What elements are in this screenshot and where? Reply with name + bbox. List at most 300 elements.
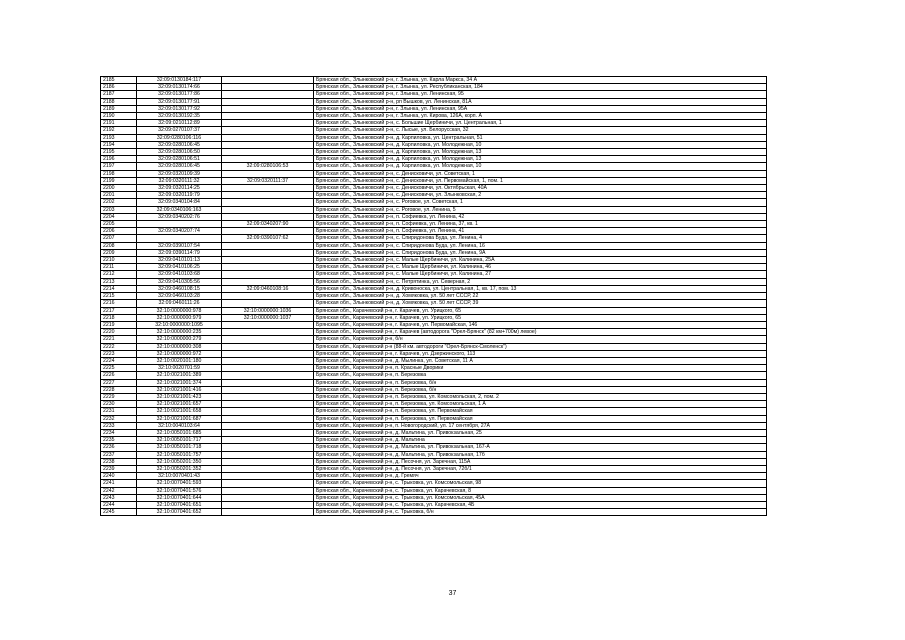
row-number-cell: 2218 xyxy=(101,314,137,321)
cadastral-number-cell: 32:10:0000000:235 xyxy=(137,329,222,336)
cadastral-number-cell: 32:10:0070401:651 xyxy=(137,501,222,508)
linked-cadastral-cell xyxy=(222,257,314,264)
table-row xyxy=(101,357,767,364)
row-number-cell: 2244 xyxy=(101,501,137,508)
table-row xyxy=(101,437,767,444)
row-number-cell: 2200 xyxy=(101,185,137,192)
table-row xyxy=(101,408,767,415)
address-cell: Брянская обл., Карачевский р-н, д. Мальтина xyxy=(314,437,767,444)
row-number-cell: 2235 xyxy=(101,437,137,444)
address-cell: Брянская обл., Злынковский р-н, п. Софиевка, ул. Ленина, 42 xyxy=(314,213,767,220)
address-cell: Брянская обл., Злынковский р-н, с. Спиридонова Буда, ул. Ленина, 9А xyxy=(314,249,767,256)
cadastral-number-cell: 32:10:0040103:64 xyxy=(137,422,222,429)
table-row xyxy=(101,192,767,199)
linked-cadastral-cell xyxy=(222,429,314,436)
table-row xyxy=(101,465,767,472)
row-number-cell: 2232 xyxy=(101,415,137,422)
cadastral-number-cell: 32:10:0070401:644 xyxy=(137,494,222,501)
address-cell: Брянская обл., Злынковский р-н, с. Денисковичи, ул. Октябрьская, 40А xyxy=(314,185,767,192)
address-cell: Брянская обл., Карачевский р-н, д. Мальтина, ул. Привокзальная, 167-А xyxy=(314,444,767,451)
linked-cadastral-cell xyxy=(222,105,314,112)
table-row xyxy=(101,177,767,184)
linked-cadastral-cell xyxy=(222,365,314,372)
cadastral-number-cell: 32:09:0460103:28 xyxy=(137,293,222,300)
address-cell: Брянская обл., Карачевский р-н, д. Мылинка, ул. Советская, 11 А xyxy=(314,357,767,364)
cadastral-number-cell: 32:09:0280106:51 xyxy=(137,156,222,163)
table-row xyxy=(101,336,767,343)
row-number-cell: 2222 xyxy=(101,343,137,350)
address-cell: Брянская обл., Карачевский р-н, д. Мальтина, ул. Привокзальная, 25 xyxy=(314,429,767,436)
cadastral-number-cell: 32:10:0000000:972 xyxy=(137,350,222,357)
row-number-cell: 2213 xyxy=(101,278,137,285)
cadastral-number-cell: 32:10:0021001:657 xyxy=(137,401,222,408)
cadastral-number-cell: 32:09:0340202:76 xyxy=(137,213,222,220)
table-row xyxy=(101,264,767,271)
table-row xyxy=(101,415,767,422)
address-cell: Брянская обл., Злынковский р-н, с. Лысые, ул. Белорусская, 32 xyxy=(314,127,767,134)
linked-cadastral-cell xyxy=(222,444,314,451)
linked-cadastral-cell xyxy=(222,98,314,105)
linked-cadastral-cell xyxy=(222,300,314,307)
linked-cadastral-cell xyxy=(222,113,314,120)
address-cell: Брянская обл., Карачевский р-н, п. Красные Дворики xyxy=(314,365,767,372)
address-cell: Брянская обл., Злынковский р-н, с. Денисковичи, ул. Советская, 1 xyxy=(314,170,767,177)
linked-cadastral-cell xyxy=(222,249,314,256)
table-row xyxy=(101,451,767,458)
cadastral-number-cell: 32:09:0390107:54 xyxy=(137,242,222,249)
row-number-cell: 2243 xyxy=(101,494,137,501)
row-number-cell: 2195 xyxy=(101,149,137,156)
row-number-cell: 2224 xyxy=(101,357,137,364)
linked-cadastral-cell xyxy=(222,293,314,300)
linked-cadastral-cell: 32:09:0280106:53 xyxy=(222,163,314,170)
row-number-cell: 2219 xyxy=(101,321,137,328)
linked-cadastral-cell xyxy=(222,170,314,177)
linked-cadastral-cell xyxy=(222,199,314,206)
address-cell: Брянская обл., Карачевский р-н, п. Березовка, б/н xyxy=(314,379,767,386)
linked-cadastral-cell xyxy=(222,487,314,494)
row-number-cell: 2217 xyxy=(101,307,137,314)
address-cell: Брянская обл., Злынковский р-н, с. Петрятинка, ул. Северная, 2 xyxy=(314,278,767,285)
address-cell: Брянская обл., Карачевский р-н, п. Новогородский, ул. 17 сентября, 27А xyxy=(314,422,767,429)
row-number-cell: 2199 xyxy=(101,177,137,184)
row-number-cell: 2194 xyxy=(101,141,137,148)
address-cell: Брянская обл., Карачевский р-н, п. Березовка, ул. Комсомольская, 1 А xyxy=(314,401,767,408)
address-cell: Брянская обл., Карачевский р-н, г. Карачев (автодорога "Орел-Брянск" (82 км+700м) левое) xyxy=(314,329,767,336)
cadastral-number-cell: 32:10:0021001:423 xyxy=(137,393,222,400)
row-number-cell: 2190 xyxy=(101,113,137,120)
linked-cadastral-cell xyxy=(222,372,314,379)
linked-cadastral-cell xyxy=(222,379,314,386)
cadastral-number-cell: 32:10:0070401:43 xyxy=(137,473,222,480)
table-row xyxy=(101,213,767,220)
row-number-cell: 2197 xyxy=(101,163,137,170)
linked-cadastral-cell xyxy=(222,501,314,508)
table-row xyxy=(101,501,767,508)
linked-cadastral-cell: 32:09:0320111:37 xyxy=(222,177,314,184)
row-number-cell: 2196 xyxy=(101,156,137,163)
cadastral-number-cell: 32:09:0320114:25 xyxy=(137,185,222,192)
table-row xyxy=(101,458,767,465)
cadastral-number-cell: 32:09:0320111:32 xyxy=(137,177,222,184)
table-row xyxy=(101,444,767,451)
linked-cadastral-cell xyxy=(222,451,314,458)
table-row xyxy=(101,278,767,285)
row-number-cell: 2231 xyxy=(101,408,137,415)
linked-cadastral-cell xyxy=(222,192,314,199)
address-cell: Брянская обл., Карачевский р-н, с. Трыковка, б/н xyxy=(314,509,767,516)
row-number-cell: 2226 xyxy=(101,372,137,379)
linked-cadastral-cell xyxy=(222,422,314,429)
table-row xyxy=(101,300,767,307)
cadastral-number-cell: 32:09:0280106:116 xyxy=(137,134,222,141)
cadastral-number-cell: 32:10:0000000:1095 xyxy=(137,321,222,328)
linked-cadastral-cell xyxy=(222,84,314,91)
address-cell: Брянская обл., Злынковский р-н, с. Денисковичи, ул. Злынковская, 2 xyxy=(314,192,767,199)
linked-cadastral-cell xyxy=(222,401,314,408)
linked-cadastral-cell xyxy=(222,415,314,422)
row-number-cell: 2230 xyxy=(101,401,137,408)
address-cell: Брянская обл., Злынковский р-н, п. Софиевка, ул. Ленина, 37, кв. 1 xyxy=(314,221,767,228)
table-row xyxy=(101,84,767,91)
cadastral-number-cell: 32:10:0000000:978 xyxy=(137,307,222,314)
address-cell: Брянская обл., Злынковский р-н, п. Софиевка, ул. Ленина, 41 xyxy=(314,228,767,235)
address-cell: Брянская обл., Карачевский р-н, п. Березовка, ул. Первомайская xyxy=(314,415,767,422)
linked-cadastral-cell xyxy=(222,336,314,343)
row-number-cell: 2186 xyxy=(101,84,137,91)
cadastral-number-cell: 32:10:0020701:59 xyxy=(137,365,222,372)
row-number-cell: 2187 xyxy=(101,91,137,98)
table-row xyxy=(101,494,767,501)
linked-cadastral-cell xyxy=(222,141,314,148)
table-row xyxy=(101,372,767,379)
table-row xyxy=(101,113,767,120)
table-row xyxy=(101,185,767,192)
cadastral-number-cell: 32:09:0320109:39 xyxy=(137,170,222,177)
address-cell: Брянская обл., Злынковский р-н, г. Злынка, ул. Ленинская, 95А xyxy=(314,105,767,112)
row-number-cell: 2209 xyxy=(101,249,137,256)
row-number-cell: 2215 xyxy=(101,293,137,300)
row-number-cell: 2198 xyxy=(101,170,137,177)
cadastral-number-cell: 32:10:0021001:687 xyxy=(137,415,222,422)
linked-cadastral-cell xyxy=(222,458,314,465)
cadastral-number-cell: 32:09:0130192:35 xyxy=(137,113,222,120)
row-number-cell: 2227 xyxy=(101,379,137,386)
row-number-cell: 2191 xyxy=(101,120,137,127)
row-number-cell: 2234 xyxy=(101,429,137,436)
linked-cadastral-cell xyxy=(222,357,314,364)
address-cell: Брянская обл., Карачевский р-н, д. Песочня, ул. Заречная, 72б/1 xyxy=(314,465,767,472)
cadastral-number-cell: 32:09:0130177:91 xyxy=(137,98,222,105)
row-number-cell: 2239 xyxy=(101,465,137,472)
cadastral-number-cell xyxy=(137,235,222,242)
cadastral-number-cell: 32:09:0340207:74 xyxy=(137,228,222,235)
cadastral-number-cell: 32:09:0280106:50 xyxy=(137,149,222,156)
address-cell: Брянская обл., Злынковский р-н, г. Злынка, ул. Кирова, 126А, корп. А xyxy=(314,113,767,120)
table-row xyxy=(101,429,767,436)
address-cell: Брянская обл., Карачевский р-н, п. Березовка, ул. Первомайская xyxy=(314,408,767,415)
table-row xyxy=(101,242,767,249)
cadastral-number-cell: 32:09:0280106:45 xyxy=(137,163,222,170)
table-row xyxy=(101,120,767,127)
address-cell: Брянская обл., Злынковский р-н, д. Хомяковка, ул. 50 лет СССР, 22 xyxy=(314,293,767,300)
cadastral-number-cell: 32:10:0021001:374 xyxy=(137,379,222,386)
cadastral-number-cell: 32:10:0020101:180 xyxy=(137,357,222,364)
table-row xyxy=(101,257,767,264)
cadastral-number-cell: 32:09:0280106:45 xyxy=(137,141,222,148)
table-row xyxy=(101,127,767,134)
table-row xyxy=(101,329,767,336)
table-row xyxy=(101,141,767,148)
row-number-cell: 2211 xyxy=(101,264,137,271)
address-cell: Брянская обл., Карачевский р-н, с. Трыковка, ул. Комсомольская, 45А xyxy=(314,494,767,501)
row-number-cell: 2237 xyxy=(101,451,137,458)
row-number-cell: 2221 xyxy=(101,336,137,343)
table-row xyxy=(101,134,767,141)
row-number-cell: 2212 xyxy=(101,271,137,278)
address-cell: Брянская обл., Карачевский р-н, г. Карачев, ул. Урицкого, 65 xyxy=(314,314,767,321)
linked-cadastral-cell xyxy=(222,242,314,249)
row-number-cell: 2236 xyxy=(101,444,137,451)
linked-cadastral-cell xyxy=(222,149,314,156)
row-number-cell: 2201 xyxy=(101,192,137,199)
table-row xyxy=(101,206,767,213)
cadastral-number-cell: 32:10:0000000:979 xyxy=(137,314,222,321)
address-cell: Брянская обл., Злынковский р-н, с. Малые Щербиничи, ул. Калинина, 46 xyxy=(314,264,767,271)
linked-cadastral-cell xyxy=(222,228,314,235)
row-number-cell: 2210 xyxy=(101,257,137,264)
table-row xyxy=(101,386,767,393)
linked-cadastral-cell xyxy=(222,509,314,516)
table-row xyxy=(101,321,767,328)
address-cell: Брянская обл., Злынковский р-н, д. Кривоноска, ул. Центральная, 1, кв. 17, пом. 13 xyxy=(314,285,767,292)
linked-cadastral-cell xyxy=(222,350,314,357)
cadastral-number-cell: 32:10:0070401:652 xyxy=(137,509,222,516)
registry-table-body xyxy=(101,77,767,516)
table-row xyxy=(101,156,767,163)
row-number-cell: 2205 xyxy=(101,221,137,228)
cadastral-number-cell: 32:09:0130174:66 xyxy=(137,84,222,91)
cadastral-number-cell: 32:10:0000000:279 xyxy=(137,336,222,343)
address-cell: Брянская обл., Карачевский р-н, б/н xyxy=(314,336,767,343)
address-cell: Брянская обл., Злынковский р-н, с. Малые Щербиничи, ул. Калинина, 25А xyxy=(314,257,767,264)
address-cell: Брянская обл., Злынковский р-н, г. Злынка, ул. Ленинская, 95 xyxy=(314,91,767,98)
address-cell: Брянская обл., Карачевский р-н, г. Карачев, ул. Первомайская, 146 xyxy=(314,321,767,328)
table-row xyxy=(101,221,767,228)
table-row xyxy=(101,509,767,516)
cadastral-number-cell: 32:09:0270107:37 xyxy=(137,127,222,134)
address-cell: Брянская обл., Карачевский р-н, д. Песочня, ул. Заречная, 115А xyxy=(314,458,767,465)
table-row xyxy=(101,77,767,84)
row-number-cell: 2245 xyxy=(101,509,137,516)
address-cell: Брянская обл., Злынковский р-н, д. Карпиловка, ул. Молодежная, 10 xyxy=(314,163,767,170)
table-row xyxy=(101,365,767,372)
address-cell: Брянская обл., Карачевский р-н, д. Гремяч xyxy=(314,473,767,480)
linked-cadastral-cell xyxy=(222,120,314,127)
row-number-cell: 2238 xyxy=(101,458,137,465)
row-number-cell: 2192 xyxy=(101,127,137,134)
address-cell: Брянская обл., Карачевский р-н, п. Березовка, б/н xyxy=(314,386,767,393)
table-row xyxy=(101,379,767,386)
table-row xyxy=(101,249,767,256)
cadastral-number-cell: 32:10:0000000:308 xyxy=(137,343,222,350)
cadastral-number-cell: 32:10:0050101:718 xyxy=(137,444,222,451)
row-number-cell: 2208 xyxy=(101,242,137,249)
address-cell: Брянская обл., Злынковский р-н, с. Спиридонова Буда, ул. Ленина, 4 xyxy=(314,235,767,242)
linked-cadastral-cell xyxy=(222,77,314,84)
table-row xyxy=(101,401,767,408)
linked-cadastral-cell: 32:09:0460108:16 xyxy=(222,285,314,292)
address-cell: Брянская обл., Злынковский р-н, г. Злынка, ул. Республиканская, 184 xyxy=(314,84,767,91)
linked-cadastral-cell xyxy=(222,185,314,192)
row-number-cell: 2223 xyxy=(101,350,137,357)
row-number-cell: 2202 xyxy=(101,199,137,206)
row-number-cell: 2206 xyxy=(101,228,137,235)
page-number: 37 xyxy=(448,590,457,597)
cadastral-number-cell: 32:10:0050201:350 xyxy=(137,458,222,465)
linked-cadastral-cell xyxy=(222,127,314,134)
table-row xyxy=(101,393,767,400)
linked-cadastral-cell xyxy=(222,329,314,336)
table-row xyxy=(101,350,767,357)
address-cell: Брянская обл., Карачевский р-н (88-й км. автодороги "Орел-Брянск-Смоленск") xyxy=(314,343,767,350)
table-row xyxy=(101,480,767,487)
address-cell: Брянская обл., Злынковский р-н, с. Большие Щербиничи, ул. Центральная, 1 xyxy=(314,120,767,127)
linked-cadastral-cell xyxy=(222,343,314,350)
linked-cadastral-cell xyxy=(222,408,314,415)
address-cell: Брянская обл., Злынковский р-н, д. Хомяковка, ул. 50 лет СССР, 39 xyxy=(314,300,767,307)
address-cell: Брянская обл., Карачевский р-н, п. Березовка, ул. Комсомольская, 2, пом. 2 xyxy=(314,393,767,400)
row-number-cell: 2203 xyxy=(101,206,137,213)
cadastral-number-cell: 32:09:0340104:84 xyxy=(137,199,222,206)
address-cell: Брянская обл., Злынковский р-н, с. Денисковичи, ул. Первомайская, 1, пом. 1 xyxy=(314,177,767,184)
row-number-cell: 2207 xyxy=(101,235,137,242)
linked-cadastral-cell xyxy=(222,480,314,487)
row-number-cell: 2185 xyxy=(101,77,137,84)
cadastral-number-cell: 32:09:0320119:79 xyxy=(137,192,222,199)
cadastral-number-cell: 32:09:0130177:86 xyxy=(137,91,222,98)
cadastral-number-cell: 32:09:0410103:68 xyxy=(137,271,222,278)
address-cell: Брянская обл., Злынковский р-н, с. Спиридонова Буда, ул. Ленина, 16 xyxy=(314,242,767,249)
row-number-cell: 2228 xyxy=(101,386,137,393)
row-number-cell: 2241 xyxy=(101,480,137,487)
linked-cadastral-cell xyxy=(222,386,314,393)
row-number-cell: 2189 xyxy=(101,105,137,112)
registry-table xyxy=(100,76,767,516)
cadastral-number-cell: 32:10:0021001:658 xyxy=(137,408,222,415)
cadastral-number-cell: 32:09:0210112:89 xyxy=(137,120,222,127)
linked-cadastral-cell xyxy=(222,494,314,501)
table-row xyxy=(101,105,767,112)
linked-cadastral-cell xyxy=(222,437,314,444)
linked-cadastral-cell xyxy=(222,206,314,213)
address-cell: Брянская обл., Злынковский р-н, рп Вышков, ул. Ленинская, 81А xyxy=(314,98,767,105)
cadastral-number-cell: 32:09:0130177:92 xyxy=(137,105,222,112)
linked-cadastral-cell xyxy=(222,91,314,98)
row-number-cell: 2240 xyxy=(101,473,137,480)
cadastral-number-cell: 32:09:0410101:13 xyxy=(137,257,222,264)
table-row xyxy=(101,163,767,170)
cadastral-number-cell: 32:10:0021001:416 xyxy=(137,386,222,393)
cadastral-number-cell: 32:10:0050201:352 xyxy=(137,465,222,472)
linked-cadastral-cell xyxy=(222,278,314,285)
address-cell: Брянская обл., Карачевский р-н, с. Трыковка, ул. Карачевская, 4Б xyxy=(314,501,767,508)
address-cell: Брянская обл., Злынковский р-н, с. Малые Щербиничи, ул. Калинина, 27 xyxy=(314,271,767,278)
address-cell: Брянская обл., Злынковский р-н, д. Карпиловка, ул. Центральная, 51 xyxy=(314,134,767,141)
address-cell: Брянская обл., Карачевский р-н, п. Березовка xyxy=(314,372,767,379)
row-number-cell: 2229 xyxy=(101,393,137,400)
linked-cadastral-cell xyxy=(222,465,314,472)
address-cell: Брянская обл., Злынковский р-н, с. Роговое, ул. Советская, 1 xyxy=(314,199,767,206)
cadastral-number-cell: 32:09:0130184:117 xyxy=(137,77,222,84)
table-row xyxy=(101,228,767,235)
table-row xyxy=(101,235,767,242)
row-number-cell: 2188 xyxy=(101,98,137,105)
cadastral-number-cell: 32:09:0460108:15 xyxy=(137,285,222,292)
cadastral-number-cell: 32:09:0460111:26 xyxy=(137,300,222,307)
address-cell: Брянская обл., Злынковский р-н, с. Роговое, ул. Ленина, 5 xyxy=(314,206,767,213)
address-cell: Брянская обл., Карачевский р-н, г. Карачев, ул. Урицкого, 65 xyxy=(314,307,767,314)
cadastral-number-cell: 32:10:0050101:717 xyxy=(137,437,222,444)
table-row xyxy=(101,149,767,156)
address-cell: Брянская обл., Злынковский р-н, д. Карпиловка, ул. Молодежная, 10 xyxy=(314,141,767,148)
linked-cadastral-cell xyxy=(222,321,314,328)
address-cell: Брянская обл., Карачевский р-н, с. Трыковка, ул. Комсомольская, 98 xyxy=(314,480,767,487)
row-number-cell: 2220 xyxy=(101,329,137,336)
cadastral-number-cell: 32:10:0070401:593 xyxy=(137,480,222,487)
row-number-cell: 2242 xyxy=(101,487,137,494)
linked-cadastral-cell: 32:09:0340207:90 xyxy=(222,221,314,228)
table-row xyxy=(101,473,767,480)
row-number-cell: 2225 xyxy=(101,365,137,372)
address-cell: Брянская обл., Карачевский р-н, с. Трыковка, ул. Карачевская, 8 xyxy=(314,487,767,494)
table-row xyxy=(101,91,767,98)
cadastral-number-cell: 32:10:0021001:389 xyxy=(137,372,222,379)
cadastral-number-cell: 32:10:0050101:757 xyxy=(137,451,222,458)
cadastral-number-cell: 32:09:0340106:163 xyxy=(137,206,222,213)
address-cell: Брянская обл., Злынковский р-н, д. Карпиловка, ул. Молодежная, 13 xyxy=(314,156,767,163)
linked-cadastral-cell: 32:10:0000000:1037 xyxy=(222,314,314,321)
linked-cadastral-cell xyxy=(222,271,314,278)
table-row xyxy=(101,271,767,278)
table-row xyxy=(101,487,767,494)
row-number-cell: 2233 xyxy=(101,422,137,429)
table-row xyxy=(101,293,767,300)
table-row xyxy=(101,285,767,292)
linked-cadastral-cell xyxy=(222,156,314,163)
linked-cadastral-cell: 32:09:0390107:62 xyxy=(222,235,314,242)
table-row xyxy=(101,307,767,314)
table-row xyxy=(101,98,767,105)
linked-cadastral-cell xyxy=(222,393,314,400)
linked-cadastral-cell xyxy=(222,264,314,271)
address-cell: Брянская обл., Злынковский р-н, г. Злынка, ул. Карла Маркса, 34 А xyxy=(314,77,767,84)
table-row xyxy=(101,314,767,321)
row-number-cell: 2214 xyxy=(101,285,137,292)
cadastral-number-cell: 32:09:0410106:25 xyxy=(137,264,222,271)
table-row xyxy=(101,343,767,350)
address-cell: Брянская обл., Злынковский р-н, д. Карпиловка, ул. Молодежная, 13 xyxy=(314,149,767,156)
linked-cadastral-cell: 32:10:0000000:1036 xyxy=(222,307,314,314)
cadastral-number-cell: 32:09:0410305:56 xyxy=(137,278,222,285)
linked-cadastral-cell xyxy=(222,134,314,141)
table-row xyxy=(101,199,767,206)
table-row xyxy=(101,170,767,177)
cadastral-number-cell: 32:10:0050101:685 xyxy=(137,429,222,436)
address-cell: Брянская обл., Карачевский р-н, г. Карачев, ул. Дзержинского, 113 xyxy=(314,350,767,357)
cadastral-number-cell xyxy=(137,221,222,228)
row-number-cell: 2204 xyxy=(101,213,137,220)
